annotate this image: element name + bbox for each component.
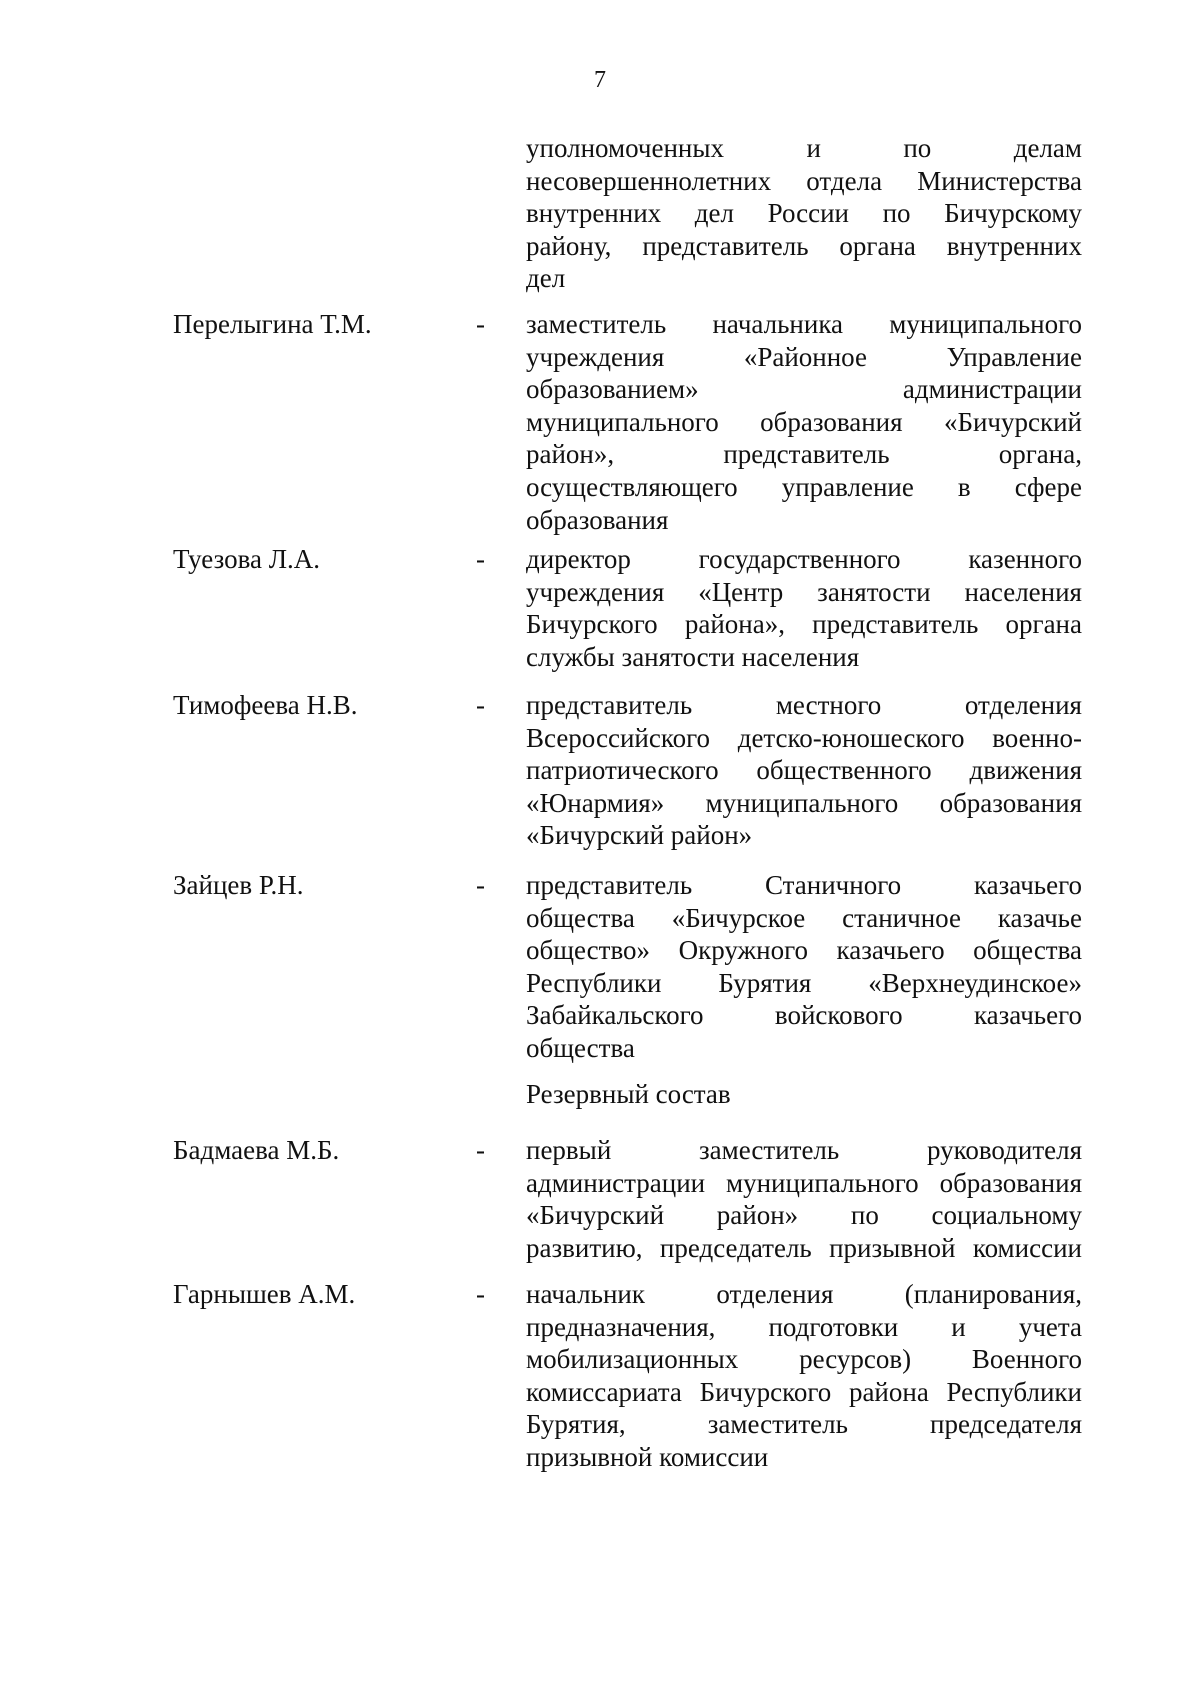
description-word: Управление: [946, 341, 1082, 372]
description-line: [526, 869, 1082, 902]
description-line: [526, 1278, 1082, 1311]
description-word: мобилизационных: [526, 1344, 739, 1375]
description-word: начальника: [712, 309, 844, 339]
description-line: [526, 262, 1082, 295]
description-word: станичное: [842, 902, 961, 933]
description-word: Станичного: [765, 870, 902, 900]
description-word: «Бичурский район»: [526, 820, 753, 851]
member-description: [526, 543, 1082, 673]
description-word: занятости: [817, 576, 931, 607]
description-word: представитель: [812, 609, 979, 640]
description-line: [526, 641, 1082, 674]
description-line: [526, 819, 1082, 852]
description-word: Республики: [946, 1376, 1082, 1407]
member-name: Туезова Л.А.: [173, 544, 321, 574]
description-word: предназначения,: [526, 1311, 716, 1342]
description-word: органа,: [998, 439, 1082, 470]
description-line: [526, 1343, 1082, 1376]
description-line: [526, 504, 1082, 537]
description-word: и: [806, 133, 821, 163]
description-word: общества: [973, 935, 1082, 966]
description-word: ресурсов): [799, 1344, 912, 1375]
member-description: [526, 1134, 1082, 1264]
description-word: район»,: [526, 439, 615, 470]
description-word: движения: [969, 755, 1082, 786]
member-description: [526, 869, 1082, 1065]
description-word: района»,: [684, 609, 785, 640]
description-word: местного: [775, 690, 882, 720]
dash-separator: -: [476, 309, 485, 339]
description-line: [526, 787, 1082, 820]
description-word: внутренних: [946, 230, 1082, 261]
description-line: [526, 1032, 1082, 1065]
description-line: [526, 132, 1082, 165]
description-word: населения: [964, 576, 1082, 607]
description-line: [526, 197, 1082, 230]
description-word: учреждения: [526, 341, 665, 372]
description-word: комиссии: [972, 1232, 1082, 1263]
description-word: и: [951, 1311, 966, 1342]
dash-separator: -: [476, 1135, 485, 1165]
description-word: управление: [781, 471, 914, 502]
description-word: органа: [1005, 609, 1082, 640]
description-word: Бичурскому: [944, 198, 1082, 229]
description-word: Бурятия,: [526, 1409, 626, 1440]
description-line: [526, 341, 1082, 374]
description-word: району,: [526, 230, 612, 261]
description-word: представитель: [526, 690, 693, 720]
description-word: казенного: [968, 544, 1082, 574]
description-word: общества: [526, 902, 635, 933]
description-word: Республики: [526, 967, 662, 998]
description-word: заместитель: [699, 1135, 840, 1165]
description-word: казачьего: [836, 935, 945, 966]
description-line: [526, 967, 1082, 1000]
member-name: Бадмаева М.Б.: [173, 1135, 340, 1165]
description-word: администрации: [526, 1167, 706, 1198]
description-word: Министерства: [917, 165, 1082, 196]
description-line: [526, 608, 1082, 641]
description-line: [526, 373, 1082, 406]
description-word: «Бичурское: [671, 902, 806, 933]
description-word: образования: [526, 504, 669, 535]
description-word: дел: [526, 263, 566, 294]
description-word: делам: [1013, 133, 1082, 163]
description-line: [526, 406, 1082, 439]
dash-separator: -: [476, 870, 485, 900]
description-line: [526, 471, 1082, 504]
description-word: Бичурского: [526, 609, 658, 640]
description-word: района: [848, 1376, 929, 1407]
description-word: «Верхнеудинское»: [868, 967, 1082, 998]
page-number: 7: [594, 67, 606, 93]
description-word: начальник: [526, 1279, 645, 1309]
description-word: войскового: [774, 1000, 903, 1031]
description-word: председатель: [659, 1232, 812, 1263]
description-line: [526, 1376, 1082, 1409]
description-word: осуществляющего: [526, 471, 738, 502]
description-word: по: [850, 1200, 879, 1231]
description-word: призывной: [829, 1232, 956, 1263]
description-word: отделения: [964, 690, 1082, 720]
description-line: [526, 165, 1082, 198]
description-line: [526, 230, 1082, 263]
description-line: [526, 902, 1082, 935]
description-word: «Бичурский: [943, 406, 1082, 437]
description-word: патриотического: [526, 755, 719, 786]
dash-separator: -: [476, 1279, 485, 1309]
description-word: «Юнармия»: [526, 787, 665, 818]
member-name: Тимофеева Н.В.: [173, 690, 358, 720]
description-line: [526, 1167, 1082, 1200]
description-line: [526, 543, 1082, 576]
description-word: администрации: [902, 374, 1082, 405]
description-word: образованием»: [526, 374, 699, 405]
description-word: заместитель: [707, 1409, 848, 1440]
description-word: отдела: [806, 165, 883, 196]
member-description: [526, 689, 1082, 852]
description-word: призывной комиссии: [526, 1441, 769, 1472]
description-line: [526, 754, 1082, 787]
description-word: Бурятия: [718, 967, 812, 998]
description-line: [526, 934, 1082, 967]
description-word: детско-юношеского: [737, 722, 965, 753]
description-word: уполномоченных: [526, 133, 724, 163]
description-word: председателя: [930, 1409, 1082, 1440]
description-word: муниципального: [889, 309, 1082, 339]
description-word: военно-: [992, 722, 1082, 753]
reserve-heading: Резервный состав: [526, 1079, 731, 1109]
description-word: органа: [839, 230, 916, 261]
member-name: Зайцев Р.Н.: [173, 870, 304, 900]
description-word: образования: [760, 406, 903, 437]
description-word: дел: [694, 198, 734, 229]
description-word: отделения: [716, 1279, 834, 1309]
description-word: общество»: [526, 935, 651, 966]
description-line: [526, 689, 1082, 722]
description-word: район»: [716, 1200, 799, 1231]
description-word: внутренних: [526, 198, 662, 229]
description-word: общества: [526, 1032, 635, 1063]
description-word: заместитель: [526, 309, 667, 339]
description-line: [526, 722, 1082, 755]
description-word: сфере: [1014, 471, 1082, 502]
member-name: Перелыгина Т.М.: [173, 309, 372, 339]
description-line: [526, 1232, 1082, 1265]
description-word: учреждения: [526, 576, 665, 607]
dash-separator: -: [476, 690, 485, 720]
description-line: [526, 1199, 1082, 1232]
description-word: казачьего: [973, 870, 1082, 900]
description-word: «Районное: [743, 341, 867, 372]
description-word: муниципального: [705, 787, 899, 818]
description-word: муниципального: [725, 1167, 919, 1198]
description-line: [526, 1408, 1082, 1441]
description-word: службы занятости населения: [526, 641, 860, 672]
description-word: Окружного: [678, 935, 808, 966]
description-word: в: [957, 471, 971, 502]
description-word: общественного: [756, 755, 932, 786]
description-word: комиссариата: [526, 1376, 682, 1407]
description-word: социальному: [931, 1200, 1082, 1231]
description-word: несовершеннолетних: [526, 165, 772, 196]
description-word: Бичурского: [699, 1376, 832, 1407]
description-line: [526, 438, 1082, 471]
description-word: казачьего: [973, 1000, 1082, 1031]
member-name: Гарнышев А.М.: [173, 1279, 356, 1309]
dash-separator: -: [476, 544, 485, 574]
description-word: «Центр: [698, 576, 784, 607]
description-word: образования: [939, 787, 1082, 818]
description-word: представитель: [723, 439, 890, 470]
description-word: Забайкальского: [526, 1000, 704, 1031]
description-word: казачье: [997, 902, 1082, 933]
description-line: [526, 1134, 1082, 1167]
description-word: Военного: [971, 1344, 1082, 1375]
description-word: по: [882, 198, 911, 229]
description-word: представитель: [642, 230, 809, 261]
description-word: государственного: [698, 544, 901, 574]
description-word: России: [767, 198, 849, 229]
description-line: [526, 999, 1082, 1032]
description-word: руководителя: [926, 1135, 1082, 1165]
description-word: представитель: [526, 870, 693, 900]
continuation-text: [526, 132, 1082, 295]
description-line: [526, 576, 1082, 609]
description-word: учета: [1018, 1311, 1082, 1342]
description-word: (планирования,: [904, 1279, 1082, 1309]
description-line: [526, 308, 1082, 341]
description-line: [526, 1311, 1082, 1344]
description-word: подготовки: [768, 1311, 899, 1342]
description-word: муниципального: [526, 406, 719, 437]
description-word: развитию,: [526, 1232, 643, 1263]
description-word: первый: [526, 1135, 612, 1165]
description-word: образования: [939, 1167, 1082, 1198]
description-word: «Бичурский: [526, 1200, 665, 1231]
description-word: по: [903, 133, 932, 163]
description-line: [526, 1441, 1082, 1474]
member-description: [526, 308, 1082, 536]
description-word: Всероссийского: [526, 722, 710, 753]
description-word: директор: [526, 544, 631, 574]
member-description: [526, 1278, 1082, 1474]
